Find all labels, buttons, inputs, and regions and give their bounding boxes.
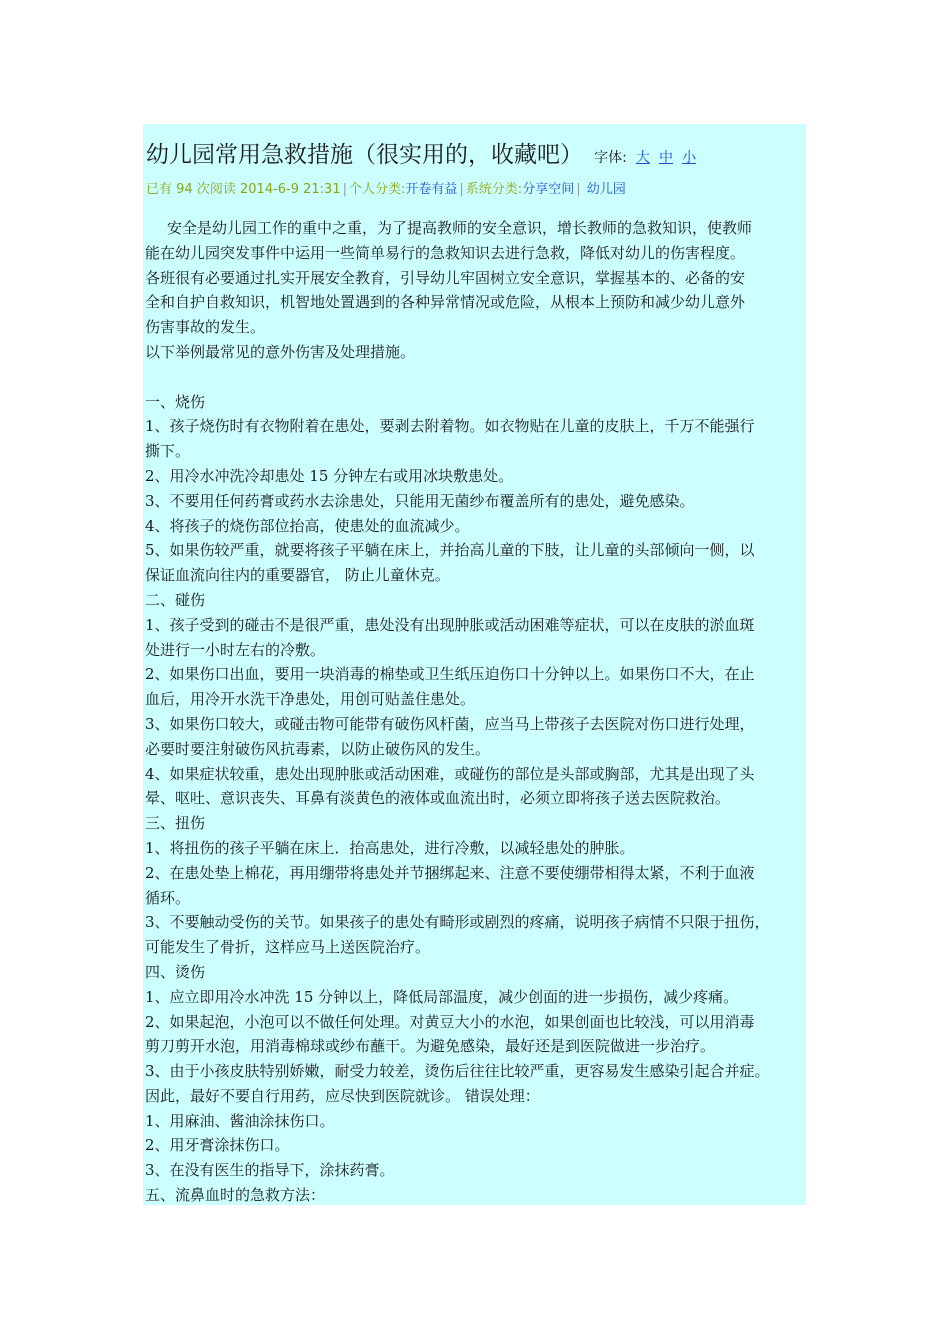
body-line: 3、如果伤口较大，或碰击物可能带有破伤风杆菌，应当马上带孩子去医院对伤口进行处理， <box>145 714 755 733</box>
body-line: 四、烫伤 <box>145 962 206 981</box>
system-category-link[interactable]: 分享空间 <box>522 182 575 197</box>
body-line: 1、孩子烧伤时有衣物附着在患处，要剥去附着物。如衣物贴在儿童的皮肤上，千万不能强行 <box>145 417 755 436</box>
body-line: 2、用冷水冲洗冷却患处 15 分钟左右或用冰块敷患处。 <box>145 466 514 485</box>
body-line: 一、烧伤 <box>145 392 206 411</box>
body-line: 因此，最好不要自行用药，应尽快到医院就诊。 错误处理： <box>145 1086 540 1105</box>
body-line: 处进行一小时左右的冷敷。 <box>145 640 326 659</box>
body-line: 1、孩子受到的碰击不是很严重，患处没有出现肿胀或活动困难等症状，可以在皮肤的淤血斑 <box>145 615 755 634</box>
body-line: 剪刀剪开水泡，用消毒棉球或纱布蘸干。为避免感染，最好还是到医院做进一步治疗。 <box>145 1037 716 1056</box>
body-line: 伤害事故的发生。 <box>145 318 266 337</box>
meta-divider: | <box>459 182 464 197</box>
article-body <box>145 216 809 1208</box>
body-line: 2、如果伤口出血，要用一块消毒的棉垫或卫生纸压迫伤口十分钟以上。如果伤口不大，在止 <box>145 665 755 684</box>
body-line: 能在幼儿园突发事件中运用一些简单易行的急救知识去进行急救，降低对幼儿的伤害程度。 <box>145 243 746 262</box>
title-row <box>146 136 696 169</box>
post-datetime: 2014-6-9 21:31 <box>240 182 341 197</box>
body-line: 5、如果伤较严重，就要将孩子平躺在床上，并抬高儿童的下肢，让儿童的头部倾向一侧，以 <box>145 541 755 560</box>
body-line: 循环。 <box>145 888 191 907</box>
body-line: 各班很有必要通过扎实开展安全教育，引导幼儿牢固树立安全意识，掌握基本的、必备的安 <box>145 268 746 287</box>
meta-divider: | <box>576 182 581 197</box>
body-line: 3、不要用任何药膏或药水去涂患处，只能用无菌纱布覆盖所有的患处，避免感染。 <box>145 491 695 510</box>
body-line: 三、扭伤 <box>145 814 206 833</box>
body-line <box>145 365 809 390</box>
body-line: 安全是幼儿园工作的重中之重，为了提高教师的安全意识，增长教师的急救知识，使教师 <box>167 219 753 237</box>
font-size-large-link[interactable]: 大 <box>635 150 650 166</box>
body-line: 1、应立即用冷水冲洗 15 分钟以上，降低局部温度，减少创面的进一步损伤，减少疼痛。 <box>145 987 739 1006</box>
meta-divider: | <box>342 182 347 197</box>
personal-category-link[interactable]: 开卷有益 <box>405 182 458 197</box>
body-line: 五、流鼻血时的急救方法： <box>145 1186 326 1205</box>
body-line: 1、将扭伤的孩子平躺在床上．抬高患处，进行冷敷，以减轻患处的肿胀。 <box>145 838 635 857</box>
body-line: 3、在没有医生的指导下，涂抹药膏。 <box>145 1161 395 1180</box>
font-size-label: 字体: <box>594 150 627 166</box>
body-line: 可能发生了骨折，这样应马上送医院治疗。 <box>145 938 431 957</box>
tag-link[interactable]: 幼儿园 <box>586 182 626 197</box>
body-line: 3、不要触动受伤的关节。如果孩子的患处有畸形或剧烈的疼痛，说明孩子病情不只限于扭伤， <box>145 913 770 932</box>
article-title: 幼儿园常用急救措施（很实用的，收藏吧） <box>146 142 583 168</box>
body-line: 2、用牙膏涂抹伤口。 <box>145 1136 290 1155</box>
font-size-small-link[interactable]: 小 <box>682 150 697 166</box>
body-line: 4、将孩子的烧伤部位抬高，使患处的血流减少。 <box>145 516 470 535</box>
body-line: 2、如果起泡，小泡可以不做任何处理。对黄豆大小的水泡，如果创面也比较浅，可以用消毒 <box>145 1012 755 1031</box>
body-line: 保证血流向往内的重要器官， 防止儿童休克。 <box>145 566 450 585</box>
read-suffix: 次阅读 <box>196 182 236 197</box>
body-line: 晕、呕吐、意识丧失、耳鼻有淡黄色的液体或血流出时，必须立即将孩子送去医院救治。 <box>145 789 731 808</box>
body-line: 全和自护自救知识，机智地处置遇到的各种异常情况或危险，从根本上预防和减少幼儿意外 <box>145 293 746 312</box>
font-size-medium-link[interactable]: 中 <box>659 150 673 166</box>
read-prefix: 已有 <box>146 182 173 197</box>
body-line: 撕下。 <box>145 442 191 461</box>
body-line: 2、在患处垫上棉花，再用绷带将患处并节捆绑起来、注意不要使绷带相得太紧，不利于血液 <box>145 863 755 882</box>
article-meta <box>146 178 626 197</box>
body-line: 血后，用冷开水洗干净患处，用创可贴盖住患处。 <box>145 690 476 709</box>
body-line: 必要时要注射破伤风抗毒素，以防止破伤风的发生。 <box>145 739 491 758</box>
system-category-label: 系统分类: <box>465 182 523 197</box>
read-count: 94 <box>176 182 193 197</box>
body-line: 1、用麻油、酱油涂抹伤口。 <box>145 1111 335 1130</box>
personal-category-label: 个人分类: <box>349 182 406 197</box>
body-line: 以下举例最常见的意外伤害及处理措施。 <box>145 342 416 361</box>
body-line: 4、如果症状较重，患处出现肿胀或活动困难，或碰伤的部位是头部或胸部，尤其是出现了头 <box>145 764 755 783</box>
body-line: 3、由于小孩皮肤特别娇嫩，耐受力较差，烫伤后往往比较严重，更容易发生感染引起合并症。 <box>145 1062 770 1081</box>
body-line: 二、碰伤 <box>145 590 206 609</box>
